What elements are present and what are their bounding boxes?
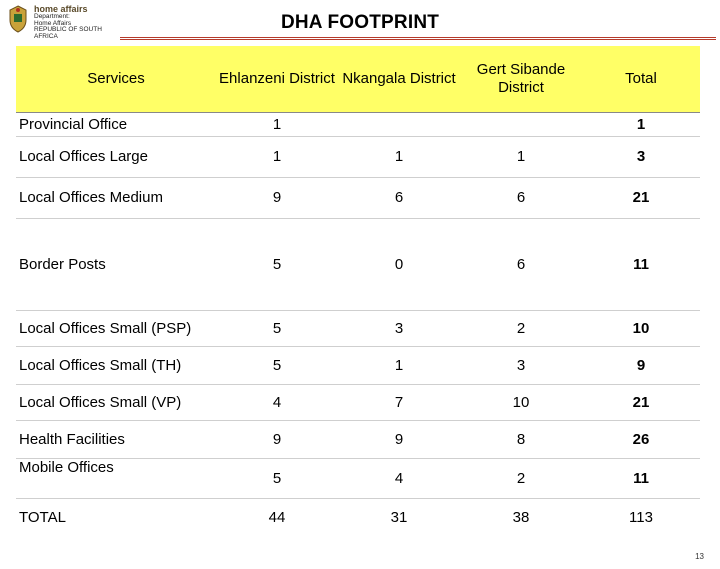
gert-sibande-cell: 2 xyxy=(460,458,582,498)
gert-sibande-cell: 10 xyxy=(460,384,582,420)
service-cell: Border Posts xyxy=(16,218,216,310)
service-cell: Local Offices Small (VP) xyxy=(16,384,216,420)
ehlanzeni-cell: 5 xyxy=(216,218,338,310)
total-cell: 3 xyxy=(582,136,700,177)
ehlanzeni-cell: 44 xyxy=(268,508,286,526)
service-cell: Provincial Office xyxy=(16,112,216,136)
column-header-services: Services xyxy=(16,46,216,112)
service-cell: TOTAL xyxy=(19,508,66,526)
nkangala-cell: 1 xyxy=(338,346,460,384)
nkangala-cell: 3 xyxy=(338,310,460,346)
nkangala-cell: 6 xyxy=(338,177,460,218)
table-row xyxy=(16,136,700,177)
total-cell: 11 xyxy=(582,458,700,498)
logo-wordmark: home affairs Department: Home Affairs REPUBLIC OF SOUTH AFRICA xyxy=(34,4,102,40)
nkangala-cell xyxy=(338,112,460,136)
ehlanzeni-cell: 5 xyxy=(216,310,338,346)
ehlanzeni-cell: 1 xyxy=(216,136,338,177)
service-cell: Local Offices Small (PSP) xyxy=(16,310,216,346)
gert-sibande-cell: 6 xyxy=(460,177,582,218)
total-cell: 11 xyxy=(582,218,700,310)
gert-sibande-cell xyxy=(460,112,582,136)
nkangala-cell: 1 xyxy=(338,136,460,177)
table-row xyxy=(16,218,700,310)
title-divider xyxy=(120,37,716,38)
total-cell: 113 xyxy=(629,508,653,526)
table-row xyxy=(16,458,700,498)
column-header-nkangala: Nkangala District xyxy=(338,46,460,112)
nkangala-cell: 7 xyxy=(338,384,460,420)
title-divider-secondary xyxy=(120,39,716,40)
gert-sibande-cell: 1 xyxy=(460,136,582,177)
service-cell: Health Facilities xyxy=(16,420,216,458)
ehlanzeni-cell: 5 xyxy=(216,346,338,384)
column-header-ehlanzeni: Ehlanzeni District xyxy=(216,46,338,112)
gert-sibande-cell: 8 xyxy=(460,420,582,458)
service-cell: Local Offices Large xyxy=(16,136,216,177)
gert-sibande-cell: 3 xyxy=(460,346,582,384)
nkangala-cell: 0 xyxy=(338,218,460,310)
table-row xyxy=(16,177,700,218)
nkangala-cell: 9 xyxy=(338,420,460,458)
total-cell: 21 xyxy=(582,384,700,420)
table-row xyxy=(16,112,700,136)
nkangala-cell: 31 xyxy=(390,508,408,526)
ehlanzeni-cell: 1 xyxy=(216,112,338,136)
service-cell: Mobile Offices xyxy=(16,458,216,498)
table-row xyxy=(16,346,700,384)
total-cell: 9 xyxy=(582,346,700,384)
gert-sibande-cell: 6 xyxy=(460,218,582,310)
column-header-gert-sibande: Gert Sibande District xyxy=(460,46,582,112)
total-cell: 10 xyxy=(582,310,700,346)
table-row xyxy=(16,420,700,458)
ehlanzeni-cell: 4 xyxy=(216,384,338,420)
page-number: 13 xyxy=(695,552,704,561)
service-cell: Local Offices Small (TH) xyxy=(16,346,216,384)
table-row xyxy=(16,384,700,420)
table-row xyxy=(16,310,700,346)
column-header-total: Total xyxy=(582,46,700,112)
table-header-row xyxy=(16,46,700,112)
gert-sibande-cell: 38 xyxy=(512,508,530,526)
total-cell: 26 xyxy=(582,420,700,458)
total-cell: 21 xyxy=(582,177,700,218)
nkangala-cell: 4 xyxy=(338,458,460,498)
ehlanzeni-cell: 5 xyxy=(216,458,338,498)
ehlanzeni-cell: 9 xyxy=(216,420,338,458)
page-title: DHA FOOTPRINT xyxy=(280,12,440,33)
table-total-row xyxy=(16,498,700,536)
total-cell: 1 xyxy=(582,112,700,136)
gert-sibande-cell: 2 xyxy=(460,310,582,346)
footprint-table xyxy=(16,46,700,536)
ehlanzeni-cell: 9 xyxy=(216,177,338,218)
service-cell: Local Offices Medium xyxy=(16,177,216,218)
